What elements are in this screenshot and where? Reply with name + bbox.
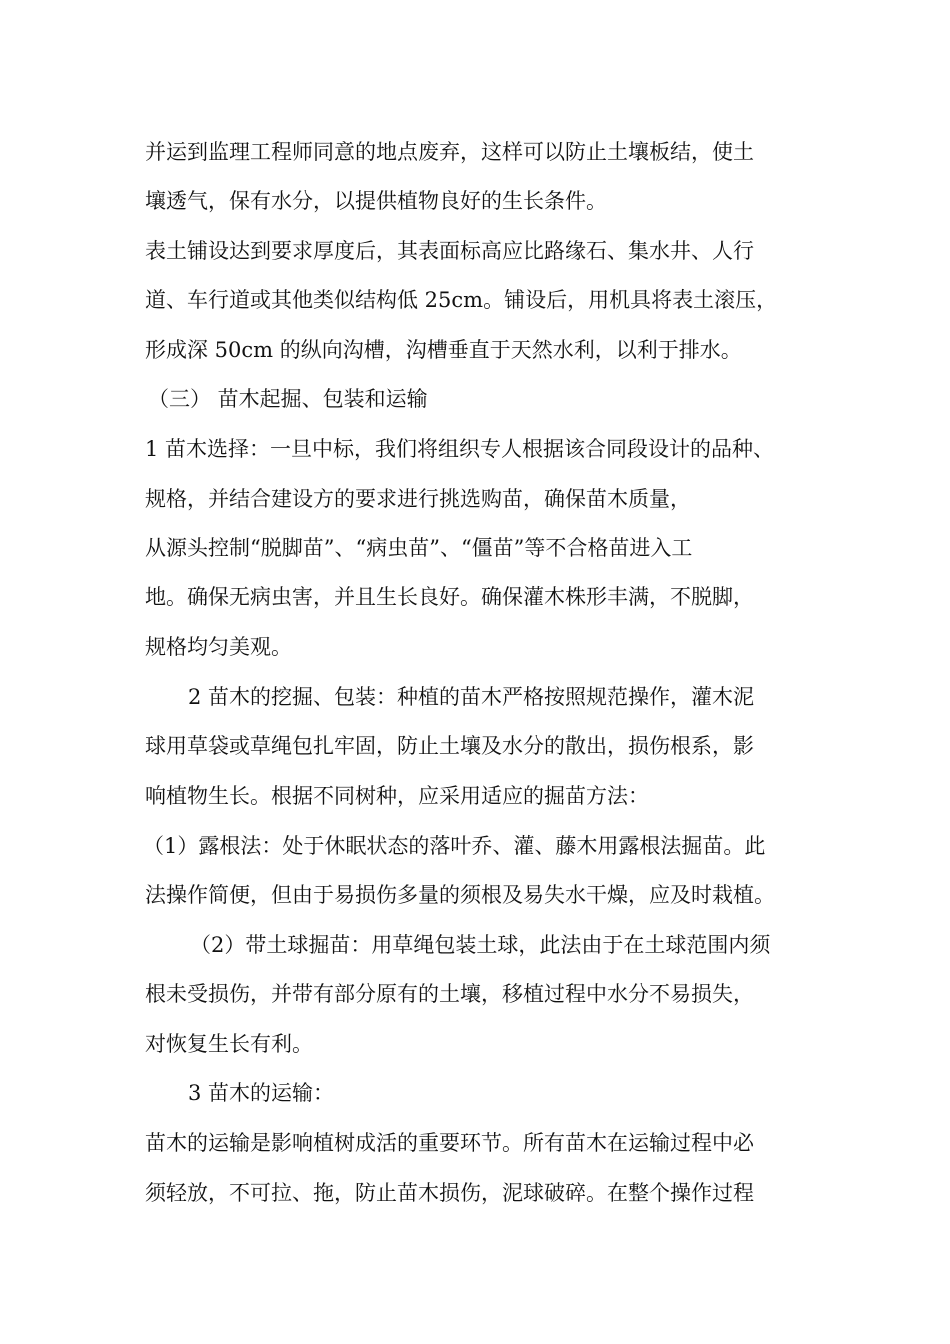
text-line: （1）露根法：处于休眠状态的落叶乔、灌、藤木用露根法掘苗。此 [143, 834, 766, 858]
text-line: 响植物生长。根据不同树种，应采用适应的掘苗方法： [145, 784, 649, 808]
text-line: （2）带土球掘苗：用草绳包装土球，此法由于在土球范围内须 [190, 933, 771, 957]
text-line: 表土铺设达到要求厚度后，其表面标高应比路缘石、集水井、人行 [145, 239, 754, 263]
text-line: 壤透气，保有水分，以提供植物良好的生长条件。 [145, 189, 607, 213]
section-heading: （三） 苗木起掘、包装和运输 [148, 387, 428, 411]
subsection-heading: 3 苗木的运输： [188, 1081, 335, 1105]
text-line: 2 苗木的挖掘、包装：种植的苗木严格按照规范操作，灌木泥 [188, 685, 755, 709]
text-line: 从源头控制“脱脚苗”、“病虫苗”、“僵苗”等不合格苗进入工 [145, 536, 693, 560]
text-line: 规格，并结合建设方的要求进行挑选购苗，确保苗木质量， [145, 487, 691, 511]
text-line: 根未受损伤，并带有部分原有的土壤，移植过程中水分不易损失， [145, 982, 754, 1006]
text-line: 1 苗木选择：一旦中标，我们将组织专人根据该合同段设计的品种、 [145, 437, 775, 461]
text-line: 须轻放，不可拉、拖，防止苗木损伤，泥球破碎。在整个操作过程 [145, 1181, 754, 1205]
text-line: 并运到监理工程师同意的地点废弃，这样可以防止土壤板结，使土 [145, 140, 754, 164]
text-line: 形成深 50cm 的纵向沟槽，沟槽垂直于天然水利，以利于排水。 [145, 338, 742, 362]
text-line: 苗木的运输是影响植树成活的重要环节。所有苗木在运输过程中必 [145, 1131, 754, 1155]
text-line: 球用草袋或草绳包扎牢固，防止土壤及水分的散出，损伤根系，影 [145, 734, 754, 758]
text-line: 规格均匀美观。 [145, 635, 292, 659]
text-line: 法操作简便，但由于易损伤多量的须根及易失水干燥，应及时栽植。 [145, 883, 775, 907]
text-line: 地。确保无病虫害，并且生长良好。确保灌木株形丰满，不脱脚， [145, 585, 754, 609]
text-line: 对恢复生长有利。 [145, 1032, 313, 1056]
text-line: 道、车行道或其他类似结构低 25cm。铺设后，用机具将表土滚压， [145, 288, 778, 312]
